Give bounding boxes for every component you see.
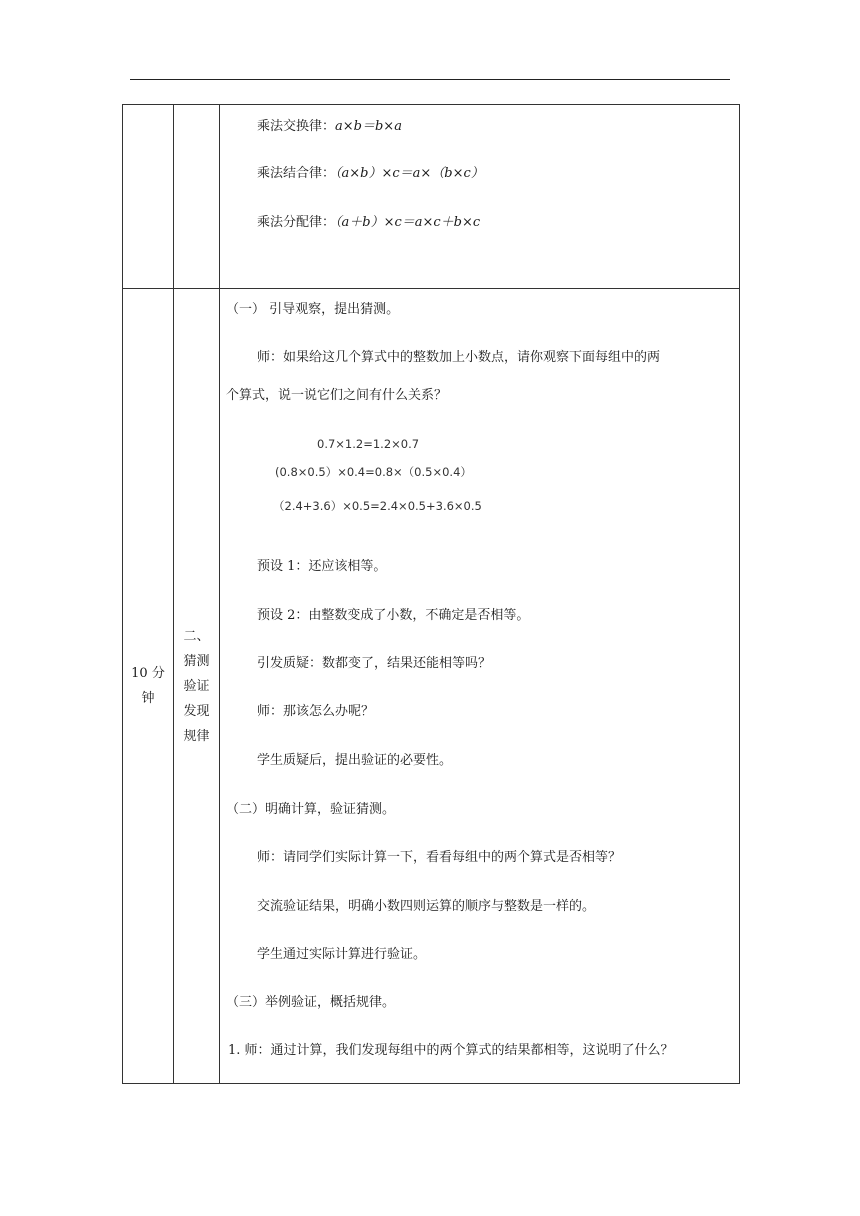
law-label: 乘法分配律： [257,215,336,230]
law-distributive [257,211,480,230]
table-row [123,105,740,289]
law-label: 乘法交换律： [257,119,336,134]
stage-line: 规律 [183,728,210,744]
formula-3: （2.4+3.6）×0.5=2.4×0.5+3.6×0.5 [273,499,482,513]
stage-line: 验证 [183,678,210,694]
law-formula: a×b＝b×a [335,119,402,134]
stage-cell-empty [174,105,220,289]
teacher-question-line-1: 师：如果给这几个算式中的整数加上小数点，请你观察下面每组中的两 [257,350,661,365]
time-line-2: 钟 [141,691,155,706]
formula-2: (0.8×0.5）×0.4=0.8×（0.5×0.4） [275,465,472,479]
teacher-question-line-2: 个算式，说一说它们之间有什么关系？ [226,388,448,403]
section-title-2: （二）明确计算，验证猜测。 [226,802,396,817]
formula-1: 0.7×1.2=1.2×0.7 [317,437,420,451]
stage-cell [174,289,220,1084]
item-1: 1. 师：通过计算，我们发现每组中的两个算式的结果都相等，这说明了什么？ [228,1043,674,1058]
student-verify: 学生通过实际计算进行验证。 [257,947,427,962]
header-rule [130,79,730,80]
preset-2: 预设 2：由整数变成了小数，不确定是否相等。 [257,608,530,623]
teacher-calc: 师：请同学们实际计算一下，看看每组中的两个算式是否相等？ [257,850,622,865]
time-cell [123,289,174,1084]
law-formula: （a×b）×c＝a×（b×c） [335,166,484,181]
law-label: 乘法结合律： [257,166,336,181]
content-cell [220,105,740,289]
preset-1: 预设 1：还应该相等。 [257,559,387,574]
law-commutative [257,115,402,134]
time-line-1: 10 分 [131,666,165,681]
law-associative [257,162,484,181]
exchange-result: 交流验证结果，明确小数四则运算的顺序与整数是一样的。 [257,899,596,914]
section-title-3: （三）举例验证，概括规律。 [226,995,396,1010]
student-doubt: 学生质疑后，提出验证的必要性。 [257,753,453,768]
stage-line: 二、 [183,628,210,644]
teacher-how: 师：那该怎么办呢？ [257,704,375,719]
section-title-1: （一） 引导观察，提出猜测。 [226,302,400,317]
content-cell [220,289,740,1084]
question-doubt: 引发质疑：数都变了，结果还能相等吗？ [257,656,492,671]
time-cell-empty [123,105,174,289]
lesson-plan-table [122,104,740,1084]
table-row [123,289,740,1084]
stage-line: 猜测 [183,653,210,669]
stage-line: 发现 [183,703,210,719]
law-formula: （a＋b）×c＝a×c＋b×c [335,215,481,230]
